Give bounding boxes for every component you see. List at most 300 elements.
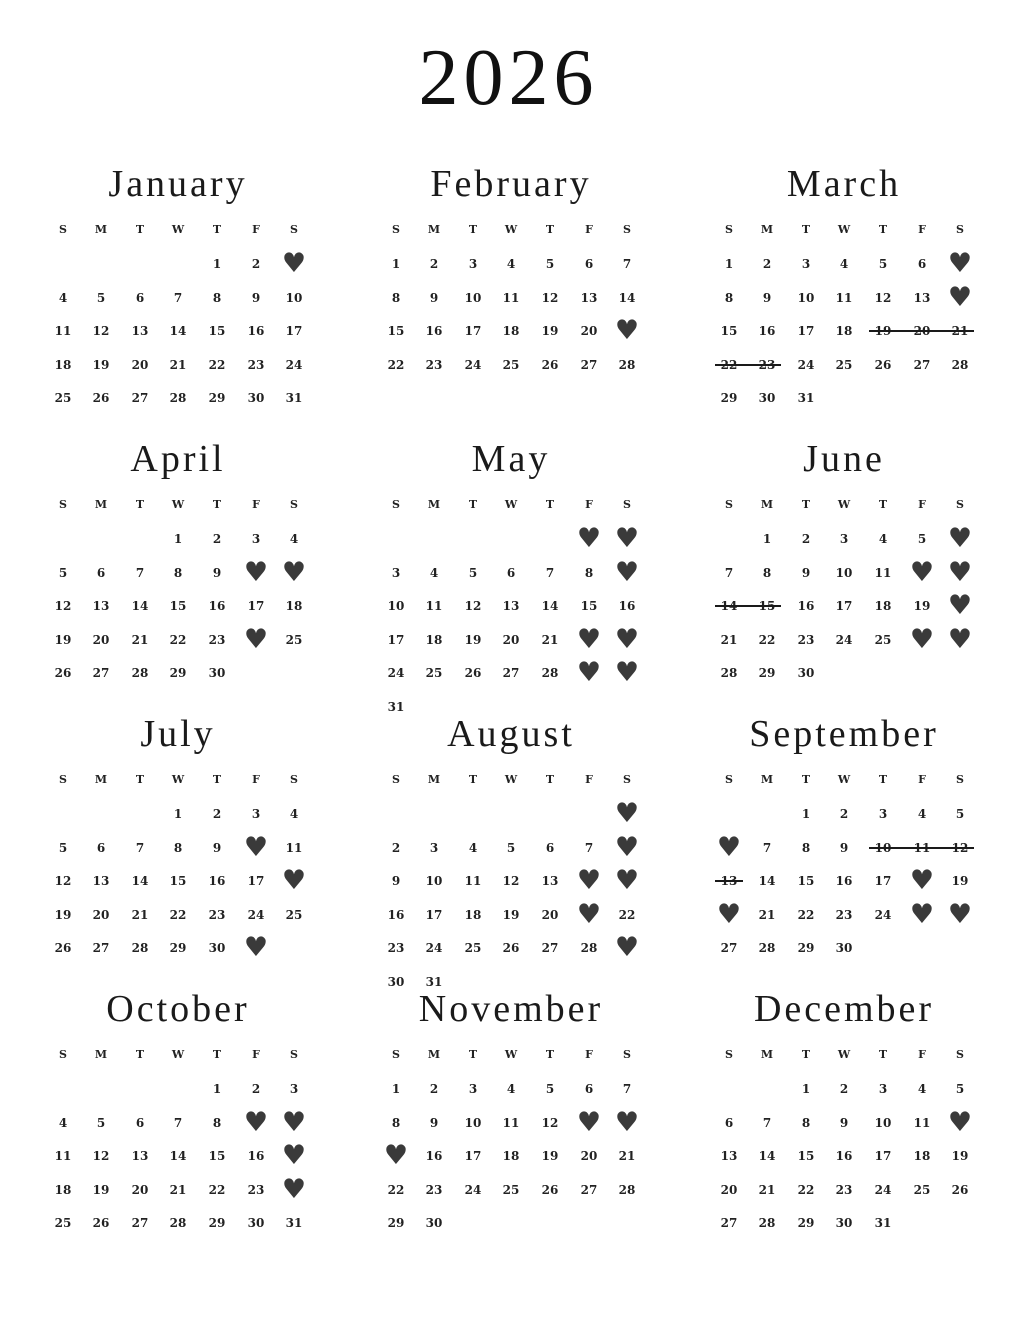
day-cell: 25 xyxy=(464,941,482,955)
day-cell: 5 xyxy=(545,1082,555,1096)
day-cell: 25 xyxy=(874,632,892,647)
day-cell: 28 xyxy=(951,357,969,372)
day-cell: 7 xyxy=(622,257,632,271)
weekday-label: F xyxy=(252,1048,260,1061)
weekday-label: T xyxy=(545,498,555,511)
day-cell: 4 xyxy=(878,532,888,546)
day-cell: 31 xyxy=(874,1216,892,1230)
day-cell: 19 xyxy=(541,1149,559,1163)
heart-icon: ♥ xyxy=(716,898,742,930)
day-cell: 26 xyxy=(541,1182,559,1197)
weekday-label: S xyxy=(725,1048,733,1061)
month-august xyxy=(361,713,661,989)
day-cell: 8 xyxy=(762,565,772,580)
day-cell: 6 xyxy=(135,1115,145,1130)
month-july xyxy=(28,715,328,985)
heart-icon: ♥ xyxy=(614,523,640,554)
weekday-label: W xyxy=(171,498,185,511)
day-cell: 11 xyxy=(425,599,443,613)
day-cell: 23 xyxy=(247,1182,265,1197)
weekday-label: F xyxy=(585,773,593,786)
month-september xyxy=(694,715,994,985)
day-cell: 28 xyxy=(169,1216,187,1230)
day-cell: 31 xyxy=(797,391,815,405)
day-cell: 23 xyxy=(425,1182,443,1197)
day-cell: 26 xyxy=(54,941,72,955)
day-cell: 22 xyxy=(387,1182,405,1197)
weekday-label: S xyxy=(290,223,298,236)
day-cell: 27 xyxy=(720,941,738,955)
heart-icon: ♥ xyxy=(614,623,640,655)
weekday-label: W xyxy=(504,1048,518,1061)
day-cell: 4 xyxy=(917,807,927,821)
day-cell: 20 xyxy=(580,1149,598,1163)
day-cell: 18 xyxy=(913,1149,931,1163)
day-cell: 18 xyxy=(54,1182,72,1197)
day-cell: 21 xyxy=(618,1149,636,1163)
day-cell: 8 xyxy=(212,290,222,305)
day-cell: 23 xyxy=(835,907,853,922)
day-cell: 23 xyxy=(247,357,265,372)
day-cell: 15 xyxy=(580,599,598,613)
weekday-label: M xyxy=(427,223,441,236)
month-february xyxy=(361,165,661,435)
day-cell: 4 xyxy=(429,565,439,580)
weekday-label: W xyxy=(171,1048,185,1061)
day-cell: 2 xyxy=(801,532,811,546)
weekday-label: T xyxy=(545,1048,555,1061)
weekday-label: T xyxy=(801,498,811,511)
day-cell: 1 xyxy=(391,1082,401,1096)
day-cell: 1 xyxy=(762,532,772,546)
weekday-label: M xyxy=(760,498,774,511)
day-cell: 20 xyxy=(720,1182,738,1197)
day-cell: 22 xyxy=(169,632,187,647)
day-cell: 13 xyxy=(92,874,110,888)
day-cell: 2 xyxy=(212,807,222,821)
day-cell: 5 xyxy=(878,257,888,271)
strike-through xyxy=(715,880,743,882)
weekday-label: M xyxy=(427,1048,441,1061)
heart-icon: ♥ xyxy=(947,523,973,554)
day-cell: 2 xyxy=(251,257,261,271)
weekday-label: W xyxy=(171,223,185,236)
day-cell: 7 xyxy=(545,565,555,580)
day-cell: 10 xyxy=(285,290,303,305)
day-cell: 22 xyxy=(169,907,187,922)
day-cell: 22 xyxy=(387,357,405,372)
weekday-label: W xyxy=(837,498,851,511)
weekday-label: W xyxy=(837,223,851,236)
day-cell: 28 xyxy=(618,357,636,372)
day-cell: 5 xyxy=(96,290,106,305)
day-cell: 19 xyxy=(502,907,520,922)
day-cell: 13 xyxy=(131,1149,149,1163)
heart-icon: ♥ xyxy=(947,898,973,930)
month-name: June xyxy=(803,438,885,480)
day-cell: 19 xyxy=(92,357,110,372)
day-cell: 29 xyxy=(208,1216,226,1230)
day-cell: 26 xyxy=(874,357,892,372)
day-cell: 17 xyxy=(285,324,303,338)
day-cell: 9 xyxy=(391,874,401,888)
weekday-label: W xyxy=(504,498,518,511)
heart-icon: ♥ xyxy=(947,556,973,588)
day-cell: 7 xyxy=(762,1115,772,1130)
day-cell: 9 xyxy=(839,840,849,855)
day-cell: 6 xyxy=(917,257,927,271)
day-cell: 12 xyxy=(92,324,110,338)
day-cell: 15 xyxy=(208,324,226,338)
day-cell: 30 xyxy=(835,941,853,955)
day-cell: 15 xyxy=(169,874,187,888)
day-cell: 3 xyxy=(251,532,261,546)
day-cell: 1 xyxy=(391,257,401,271)
day-cell: 19 xyxy=(951,874,969,888)
day-cell: 25 xyxy=(913,1182,931,1197)
day-cell: 19 xyxy=(54,907,72,922)
day-cell: 11 xyxy=(464,874,482,888)
day-cell: 27 xyxy=(92,941,110,955)
day-cell: 7 xyxy=(173,1115,183,1130)
month-name: August xyxy=(447,713,575,755)
day-cell: 18 xyxy=(502,324,520,338)
heart-icon: ♥ xyxy=(281,1140,307,1171)
day-cell: 18 xyxy=(54,357,72,372)
day-cell: 17 xyxy=(874,1149,892,1163)
day-cell: 14 xyxy=(541,599,559,613)
heart-icon: ♥ xyxy=(243,556,269,588)
day-cell: 28 xyxy=(169,391,187,405)
heart-icon: ♥ xyxy=(243,623,269,655)
day-cell: 28 xyxy=(131,666,149,680)
day-cell: 27 xyxy=(131,391,149,405)
day-cell: 31 xyxy=(425,974,443,989)
day-cell: 9 xyxy=(212,565,222,580)
month-name: December xyxy=(753,988,935,1030)
day-cell: 16 xyxy=(425,324,443,338)
day-cell: 24 xyxy=(247,907,265,922)
day-cell: 6 xyxy=(135,290,145,305)
heart-icon: ♥ xyxy=(614,657,640,688)
month-name: November xyxy=(418,988,604,1030)
day-cell: 18 xyxy=(874,599,892,613)
day-cell: 31 xyxy=(387,699,405,714)
day-cell: 17 xyxy=(835,599,853,613)
day-cell: 10 xyxy=(835,565,853,580)
weekday-label: F xyxy=(918,498,926,511)
day-cell: 5 xyxy=(545,257,555,271)
day-cell: 17 xyxy=(874,874,892,888)
weekday-label: F xyxy=(252,773,260,786)
day-cell: 23 xyxy=(425,357,443,372)
day-cell: 1 xyxy=(212,1082,222,1096)
day-cell: 4 xyxy=(289,532,299,546)
day-cell: 8 xyxy=(391,1115,401,1130)
strike-through xyxy=(869,847,974,849)
heart-icon: ♥ xyxy=(243,932,269,963)
day-cell: 21 xyxy=(169,357,187,372)
weekday-label: T xyxy=(135,773,145,786)
day-cell: 27 xyxy=(541,941,559,955)
weekday-label: T xyxy=(801,1048,811,1061)
day-cell: 19 xyxy=(541,324,559,338)
day-cell: 2 xyxy=(429,257,439,271)
day-cell: 21 xyxy=(758,907,776,922)
month-april xyxy=(28,440,328,710)
day-cell: 14 xyxy=(169,324,187,338)
day-cell: 29 xyxy=(387,1216,405,1230)
day-cell: 17 xyxy=(425,907,443,922)
day-cell: 29 xyxy=(797,1216,815,1230)
day-cell: 19 xyxy=(464,632,482,647)
day-cell: 16 xyxy=(758,324,776,338)
heart-icon: ♥ xyxy=(614,556,640,588)
heart-icon: ♥ xyxy=(614,1106,640,1138)
day-cell: 16 xyxy=(247,324,265,338)
day-cell: 5 xyxy=(506,840,516,855)
month-name: March xyxy=(786,163,902,205)
day-cell: 7 xyxy=(135,840,145,855)
day-cell: 5 xyxy=(58,565,68,580)
day-cell: 7 xyxy=(724,565,734,580)
weekday-label: F xyxy=(252,223,260,236)
weekday-label: T xyxy=(135,498,145,511)
weekday-label: M xyxy=(94,1048,108,1061)
weekday-label: S xyxy=(623,1048,631,1061)
day-cell: 15 xyxy=(797,1149,815,1163)
day-cell: 31 xyxy=(285,391,303,405)
day-cell: 20 xyxy=(502,632,520,647)
weekday-label: T xyxy=(878,498,888,511)
weekday-label: W xyxy=(837,773,851,786)
heart-icon: ♥ xyxy=(909,556,935,588)
day-cell: 29 xyxy=(758,666,776,680)
heart-icon: ♥ xyxy=(947,248,973,279)
day-cell: 21 xyxy=(131,632,149,647)
day-cell: 5 xyxy=(955,807,965,821)
day-cell: 11 xyxy=(502,290,520,305)
day-cell: 4 xyxy=(506,1082,516,1096)
day-cell: 12 xyxy=(541,290,559,305)
heart-icon: ♥ xyxy=(909,865,935,896)
weekday-label: T xyxy=(135,223,145,236)
day-cell: 30 xyxy=(758,391,776,405)
day-cell: 1 xyxy=(724,257,734,271)
day-cell: 19 xyxy=(913,599,931,613)
day-cell: 20 xyxy=(131,357,149,372)
weekday-label: M xyxy=(427,773,441,786)
day-cell: 15 xyxy=(169,599,187,613)
weekday-label: S xyxy=(956,1048,964,1061)
day-cell: 28 xyxy=(720,666,738,680)
weekday-label: S xyxy=(956,773,964,786)
month-december xyxy=(694,990,994,1260)
day-cell: 12 xyxy=(502,874,520,888)
day-cell: 8 xyxy=(724,290,734,305)
day-cell: 21 xyxy=(131,907,149,922)
day-cell: 4 xyxy=(468,840,478,855)
day-cell: 14 xyxy=(618,290,636,305)
day-cell: 24 xyxy=(874,1182,892,1197)
weekday-label: F xyxy=(252,498,260,511)
day-cell: 29 xyxy=(208,391,226,405)
day-cell: 18 xyxy=(502,1149,520,1163)
weekday-label: F xyxy=(918,773,926,786)
heart-icon: ♥ xyxy=(614,831,640,863)
weekday-label: F xyxy=(918,223,926,236)
day-cell: 4 xyxy=(58,290,68,305)
day-cell: 30 xyxy=(387,974,405,989)
month-june xyxy=(694,440,994,710)
heart-icon: ♥ xyxy=(909,898,935,930)
day-cell: 9 xyxy=(212,840,222,855)
day-cell: 27 xyxy=(580,1182,598,1197)
day-cell: 8 xyxy=(173,565,183,580)
day-cell: 25 xyxy=(285,632,303,647)
day-cell: 27 xyxy=(502,666,520,680)
day-cell: 20 xyxy=(92,907,110,922)
day-cell: 21 xyxy=(720,632,738,647)
weekday-label: S xyxy=(623,773,631,786)
weekday-label: F xyxy=(585,498,593,511)
day-cell: 16 xyxy=(387,907,405,922)
day-cell: 15 xyxy=(208,1149,226,1163)
weekday-label: S xyxy=(956,223,964,236)
day-cell: 14 xyxy=(758,874,776,888)
day-cell: 24 xyxy=(835,632,853,647)
day-cell: 14 xyxy=(758,1149,776,1163)
day-cell: 2 xyxy=(839,1082,849,1096)
weekday-label: S xyxy=(392,223,400,236)
day-cell: 10 xyxy=(797,290,815,305)
day-cell: 18 xyxy=(285,599,303,613)
day-cell: 20 xyxy=(131,1182,149,1197)
day-cell: 29 xyxy=(169,666,187,680)
day-cell: 26 xyxy=(92,391,110,405)
day-cell: 3 xyxy=(468,257,478,271)
day-cell: 25 xyxy=(285,907,303,922)
day-cell: 24 xyxy=(285,357,303,372)
day-cell: 2 xyxy=(251,1082,261,1096)
day-cell: 8 xyxy=(801,840,811,855)
day-cell: 28 xyxy=(618,1182,636,1197)
heart-icon: ♥ xyxy=(614,932,640,963)
day-cell: 16 xyxy=(797,599,815,613)
weekday-label: S xyxy=(59,773,67,786)
day-cell: 12 xyxy=(92,1149,110,1163)
day-cell: 9 xyxy=(839,1115,849,1130)
day-cell: 27 xyxy=(131,1216,149,1230)
day-cell: 2 xyxy=(429,1082,439,1096)
day-cell: 1 xyxy=(173,532,183,546)
day-cell: 4 xyxy=(839,257,849,271)
day-cell: 3 xyxy=(289,1082,299,1096)
day-cell: 14 xyxy=(169,1149,187,1163)
heart-icon: ♥ xyxy=(281,865,307,896)
weekday-label: W xyxy=(171,773,185,786)
day-cell: 15 xyxy=(720,324,738,338)
month-november xyxy=(361,990,661,1260)
weekday-label: M xyxy=(94,223,108,236)
month-name: May xyxy=(471,438,551,480)
weekday-label: S xyxy=(290,1048,298,1061)
day-cell: 27 xyxy=(913,357,931,372)
day-cell: 5 xyxy=(468,565,478,580)
day-cell: 5 xyxy=(917,532,927,546)
weekday-label: F xyxy=(585,223,593,236)
day-cell: 24 xyxy=(387,666,405,680)
month-march xyxy=(694,165,994,435)
day-cell: 10 xyxy=(387,599,405,613)
heart-icon: ♥ xyxy=(947,281,973,313)
day-cell: 13 xyxy=(92,599,110,613)
weekday-label: S xyxy=(59,223,67,236)
day-cell: 1 xyxy=(801,1082,811,1096)
day-cell: 6 xyxy=(96,840,106,855)
day-cell: 3 xyxy=(251,807,261,821)
day-cell: 10 xyxy=(425,874,443,888)
day-cell: 5 xyxy=(955,1082,965,1096)
day-cell: 15 xyxy=(387,324,405,338)
heart-icon: ♥ xyxy=(383,1140,409,1171)
day-cell: 4 xyxy=(917,1082,927,1096)
heart-icon: ♥ xyxy=(281,248,307,279)
weekday-label: M xyxy=(760,773,774,786)
day-cell: 14 xyxy=(131,599,149,613)
day-cell: 29 xyxy=(720,391,738,405)
day-cell: 13 xyxy=(720,1149,738,1163)
day-cell: 28 xyxy=(541,666,559,680)
heart-icon: ♥ xyxy=(281,1173,307,1205)
month-name: February xyxy=(430,163,592,205)
day-cell: 17 xyxy=(464,324,482,338)
weekday-label: S xyxy=(290,773,298,786)
day-cell: 12 xyxy=(541,1115,559,1130)
day-cell: 9 xyxy=(801,565,811,580)
day-cell: 26 xyxy=(464,666,482,680)
day-cell: 30 xyxy=(247,391,265,405)
heart-icon: ♥ xyxy=(576,523,602,554)
day-cell: 3 xyxy=(839,532,849,546)
weekday-label: T xyxy=(878,773,888,786)
day-cell: 9 xyxy=(429,290,439,305)
day-cell: 22 xyxy=(797,1182,815,1197)
day-cell: 18 xyxy=(464,907,482,922)
heart-icon: ♥ xyxy=(243,831,269,863)
day-cell: 8 xyxy=(173,840,183,855)
day-cell: 26 xyxy=(92,1216,110,1230)
day-cell: 13 xyxy=(541,874,559,888)
day-cell: 25 xyxy=(54,1216,72,1230)
day-cell: 13 xyxy=(913,290,931,305)
day-cell: 4 xyxy=(58,1115,68,1130)
day-cell: 30 xyxy=(425,1216,443,1230)
day-cell: 3 xyxy=(878,807,888,821)
day-cell: 8 xyxy=(212,1115,222,1130)
day-cell: 26 xyxy=(541,357,559,372)
day-cell: 8 xyxy=(584,565,594,580)
day-cell: 24 xyxy=(425,941,443,955)
strike-through xyxy=(869,330,974,332)
weekday-label: T xyxy=(545,223,555,236)
day-cell: 21 xyxy=(758,1182,776,1197)
month-name: October xyxy=(106,988,250,1030)
heart-icon: ♥ xyxy=(576,865,602,896)
day-cell: 16 xyxy=(618,599,636,613)
day-cell: 3 xyxy=(468,1082,478,1096)
day-cell: 6 xyxy=(584,257,594,271)
